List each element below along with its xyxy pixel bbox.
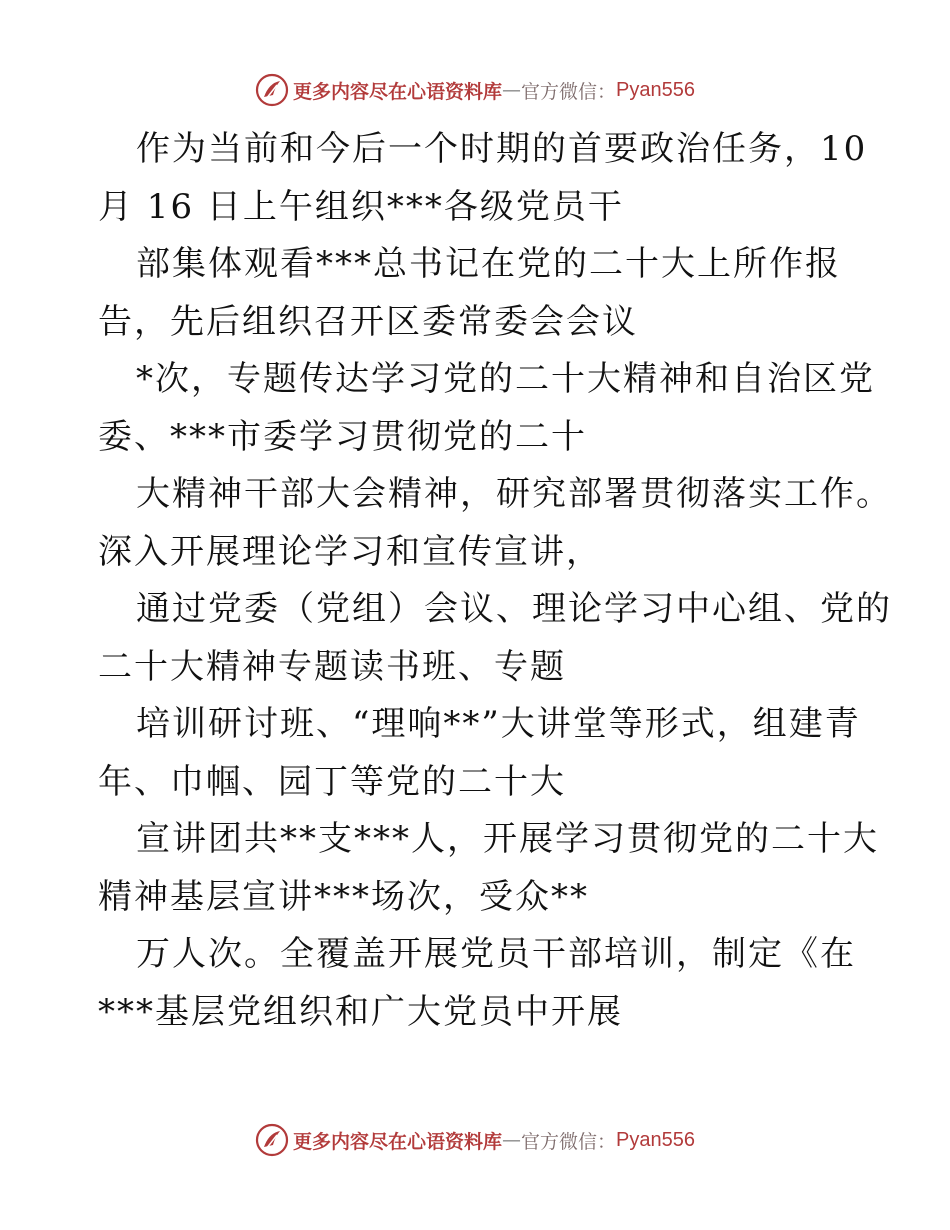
text-line: 大精神干部大会精神，研究部署贯彻落实工作。 [136,474,892,514]
text-line: 年、巾帼、园丁等党的二十大 [98,761,566,802]
text-line: 培训研讨班、“理响**”大讲堂等形式，组建青 [136,704,861,744]
text-line: 委、***市委学习贯彻党的二十 [98,416,587,457]
text-line: 告，先后组织召开区委常委会会议 [98,301,638,342]
brand-logo-icon [255,1123,289,1157]
text-line: 精神基层宣讲***场次，受众** [98,876,589,917]
header-watermark [0,70,950,110]
text-line: 通过党委（党组）会议、理论学习中心组、党的 [136,589,892,629]
text-line: 月 16 日上午组织***各级党员干 [98,186,624,227]
brand-logo-icon [255,73,289,107]
text-line: 宣讲团共**支***人，开展学习贯彻党的二十大 [136,819,879,859]
watermark-brand: 更多内容尽在心语资料库 [293,1130,503,1153]
watermark-contact-id: Pyan556 [616,78,695,101]
text-line: 作为当前和今后一个时期的首要政治任务，10 [136,129,868,169]
watermark-separator: — [502,79,522,101]
watermark-contact-label: 官方微信： [521,1130,617,1153]
text-line: *次，专题传达学习党的二十大精神和自治区党 [136,359,875,399]
footer-watermark [0,1120,950,1160]
watermark-separator: — [502,1129,522,1151]
watermark-brand: 更多内容尽在心语资料库 [293,80,503,103]
text-line: 二十大精神专题读书班、专题 [98,646,566,687]
text-line: 深入开展理论学习和宣传宣讲， [98,531,602,572]
watermark-contact-id: Pyan556 [616,1128,695,1151]
text-line: 万人次。全覆盖开展党员干部培训，制定《在 [136,934,856,974]
text-line: 部集体观看***总书记在党的二十大上所作报 [136,244,841,284]
document-body [98,121,892,1041]
text-line: ***基层党组织和广大党员中开展 [98,991,623,1032]
watermark-contact-label: 官方微信： [521,80,617,103]
